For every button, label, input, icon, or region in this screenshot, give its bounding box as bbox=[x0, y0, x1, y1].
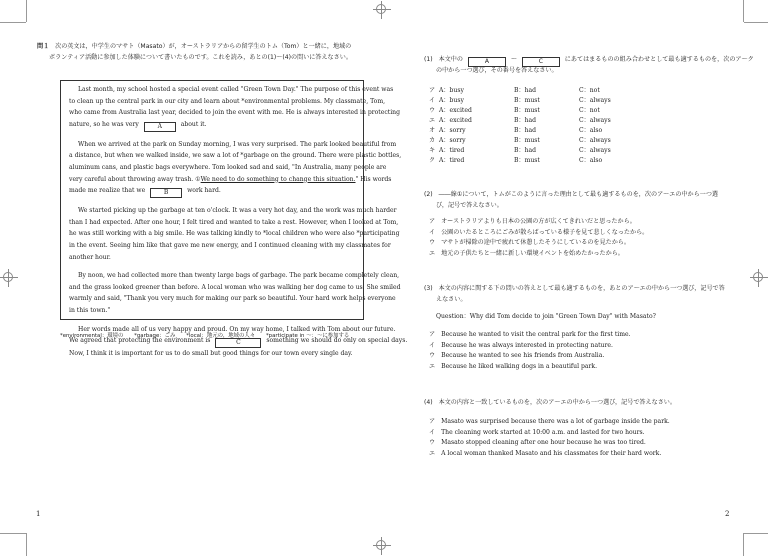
registration-mark-right bbox=[750, 269, 768, 287]
q3-question: Question：Why did Tom decide to join "Green Town Day" with Masato? bbox=[436, 313, 656, 320]
underline-mark-1: ① bbox=[195, 175, 201, 183]
instruction-line-1: 次の英文は，中学生のマサト（Masato）が，オーストラリアからの留学生のトム（Tom）と一緒に，地域の bbox=[55, 43, 352, 50]
blank-b: B bbox=[150, 188, 182, 198]
passage-line: in this town." bbox=[69, 306, 111, 314]
crop-mark bbox=[0, 22, 26, 23]
registration-mark-left bbox=[0, 269, 18, 287]
q1-blank-a: A bbox=[468, 57, 506, 67]
registration-mark-bottom bbox=[373, 537, 391, 555]
passage-line: and the grass looked greener than before. A local woman who was walking her dog came to us. She smiled bbox=[69, 283, 401, 291]
registration-mark-top-left bbox=[373, 1, 391, 19]
q3-option: イ Because he was always interested in protecting nature. bbox=[429, 341, 613, 349]
passage-line: Last month, my school hosted a special event called "Green Town Day." The purpose of this event was bbox=[78, 86, 394, 93]
q4-option: エ A local woman thanked Masato and his classmates for their hard work. bbox=[429, 449, 662, 457]
passage-line: aluminum cans, and plastic bags everywhere. Tom looked sad and said, "In Australia, many people are bbox=[69, 163, 387, 171]
passage-line: By noon, we had collected more than twenty large bags of garbage. The park became completely clean, bbox=[78, 272, 400, 280]
passage-line: who came from Australia last year, decided to join the event with me. He is always interested in protecting bbox=[69, 109, 400, 117]
instruction-line-2: ボランティア活動に参加した体験について書いたものです。これを読み，あとの(1)〜(4)の問いに答えなさい。 bbox=[49, 54, 352, 61]
passage-line: nature, so he was very A about it. bbox=[69, 120, 207, 130]
blank-a: A bbox=[144, 122, 176, 132]
passage-line: When we arrived at the park on Sunday morning, I was very surprised. The park looked beautiful from bbox=[78, 140, 397, 148]
q2-option: イ 公園のいたるところにごみが散らばっている様子を見て悲しくなったから。 bbox=[429, 228, 649, 236]
q1-blank-c: C bbox=[522, 57, 560, 67]
question-label: 問１ bbox=[37, 43, 50, 50]
crop-mark bbox=[0, 533, 26, 534]
passage-line: very careful about throwing away trash. ①We need to do something to change this situation." His words bbox=[69, 175, 392, 183]
q4-option: イ The cleaning work started at 10:00 a.m. and lasted for two hours. bbox=[429, 428, 645, 436]
footnote: *environmental：環境の *garbage：ごみ *local：地元の，地域の人々 *participate in 〜：〜に参加する bbox=[60, 333, 350, 339]
q3-prompt-line-2: えなさい。 bbox=[436, 296, 467, 303]
passage-line: Her words made all of us very happy and proud. On my way home, I talked with Tom about our future. bbox=[78, 325, 396, 333]
crop-mark bbox=[743, 0, 744, 22]
q4-option: ア Masato was surprised because there was a lot of garbage inside the park. bbox=[429, 418, 670, 425]
passage-line: he was still working with a big smile. He was talking kindly to *local children who were also *participating bbox=[69, 230, 400, 238]
q1-prompt-line-2: の中から一つ選び，その番号を答えなさい。 bbox=[436, 67, 558, 74]
q2-option: ウ マサトが掃除の途中で疲れて休憩したそうにしているのを見たから。 bbox=[429, 239, 630, 247]
q2-prompt: (2) ――線①について，トムがこのように言った理由として最も適するものを，次のア〜エの中から一つ選 bbox=[424, 191, 719, 198]
q2-prompt-line-2: び，記号で答えなさい。 bbox=[436, 202, 503, 209]
q3-prompt: (3) 本文の内容に関する下の問いの答えとして最も適するものを，あとのア〜エの中から一つ選び，記号で答 bbox=[424, 285, 725, 292]
page-number-left: 1 bbox=[36, 510, 41, 518]
passage-line: We agreed that protecting the environment is C something we should do only on special days. bbox=[69, 337, 408, 347]
passage-line: to clean up the central park in our city and learn about *environmental problems. My classmate, Tom, bbox=[69, 97, 386, 105]
q3-options bbox=[429, 329, 631, 372]
crop-mark bbox=[744, 533, 768, 534]
q2-options bbox=[429, 216, 648, 259]
q3-option: エ Because he liked walking dogs in a beautiful park. bbox=[429, 362, 598, 370]
q4-options bbox=[429, 416, 670, 459]
q3-option: ウ Because he wanted to see his friends from Australia. bbox=[429, 352, 605, 360]
crop-mark bbox=[743, 533, 744, 556]
question-header bbox=[37, 41, 351, 53]
blank-c: C bbox=[215, 338, 261, 348]
passage-line: another hour. bbox=[69, 253, 111, 261]
crop-mark bbox=[744, 22, 768, 23]
q1-prompt: (1) 本文中の A 〜 C にあてはまるものの組み合わせとして最も適するものを，次のア〜ク bbox=[424, 56, 754, 65]
passage-line: than I had expected. After one hour, I felt tired and wanted to take a rest. However, when I looked at Tom, bbox=[69, 218, 399, 226]
crop-mark bbox=[26, 533, 27, 556]
crop-mark bbox=[26, 0, 27, 22]
page-number-right: 2 bbox=[725, 510, 730, 518]
q2-option: エ 地元の子供たちと一緒に新しい環境イベントを始めたかったから。 bbox=[429, 249, 624, 257]
passage-line: warmly and said, "Thank you very much for making our park so beautiful. Your hard work helps everyone bbox=[69, 295, 396, 303]
passage-line: made me realize that we B work hard. bbox=[69, 187, 221, 197]
q2-option: ア オーストラリアよりも日本の公園の方が広くてきれいだと思ったから。 bbox=[429, 218, 636, 225]
q3-option: ア Because he wanted to visit the central park for the first time. bbox=[429, 331, 631, 338]
q4-option: ウ Masato stopped cleaning after one hour because he was too tired. bbox=[429, 439, 646, 447]
underlined-sentence: We need to do something to change this situation. bbox=[200, 175, 356, 183]
passage-line: a distance, but when we walked inside, we saw a lot of *garbage on the ground. There were plastic bottles, bbox=[69, 152, 402, 160]
passage-line: Now, I think it is important for us to do small but good things for our town every single day. bbox=[69, 350, 353, 358]
passage-line: We started picking up the garbage at ten o'clock. It was a very hot day, and the work was much harder bbox=[78, 207, 397, 215]
passage-line: in the event. Seeing him like that gave me new energy, and I continued cleaning with my classmates for bbox=[69, 241, 391, 249]
q4-prompt: (4) 本文の内容と一致しているものを，次のア〜エの中から一つ選び，記号で答えなさい。 bbox=[424, 399, 676, 406]
